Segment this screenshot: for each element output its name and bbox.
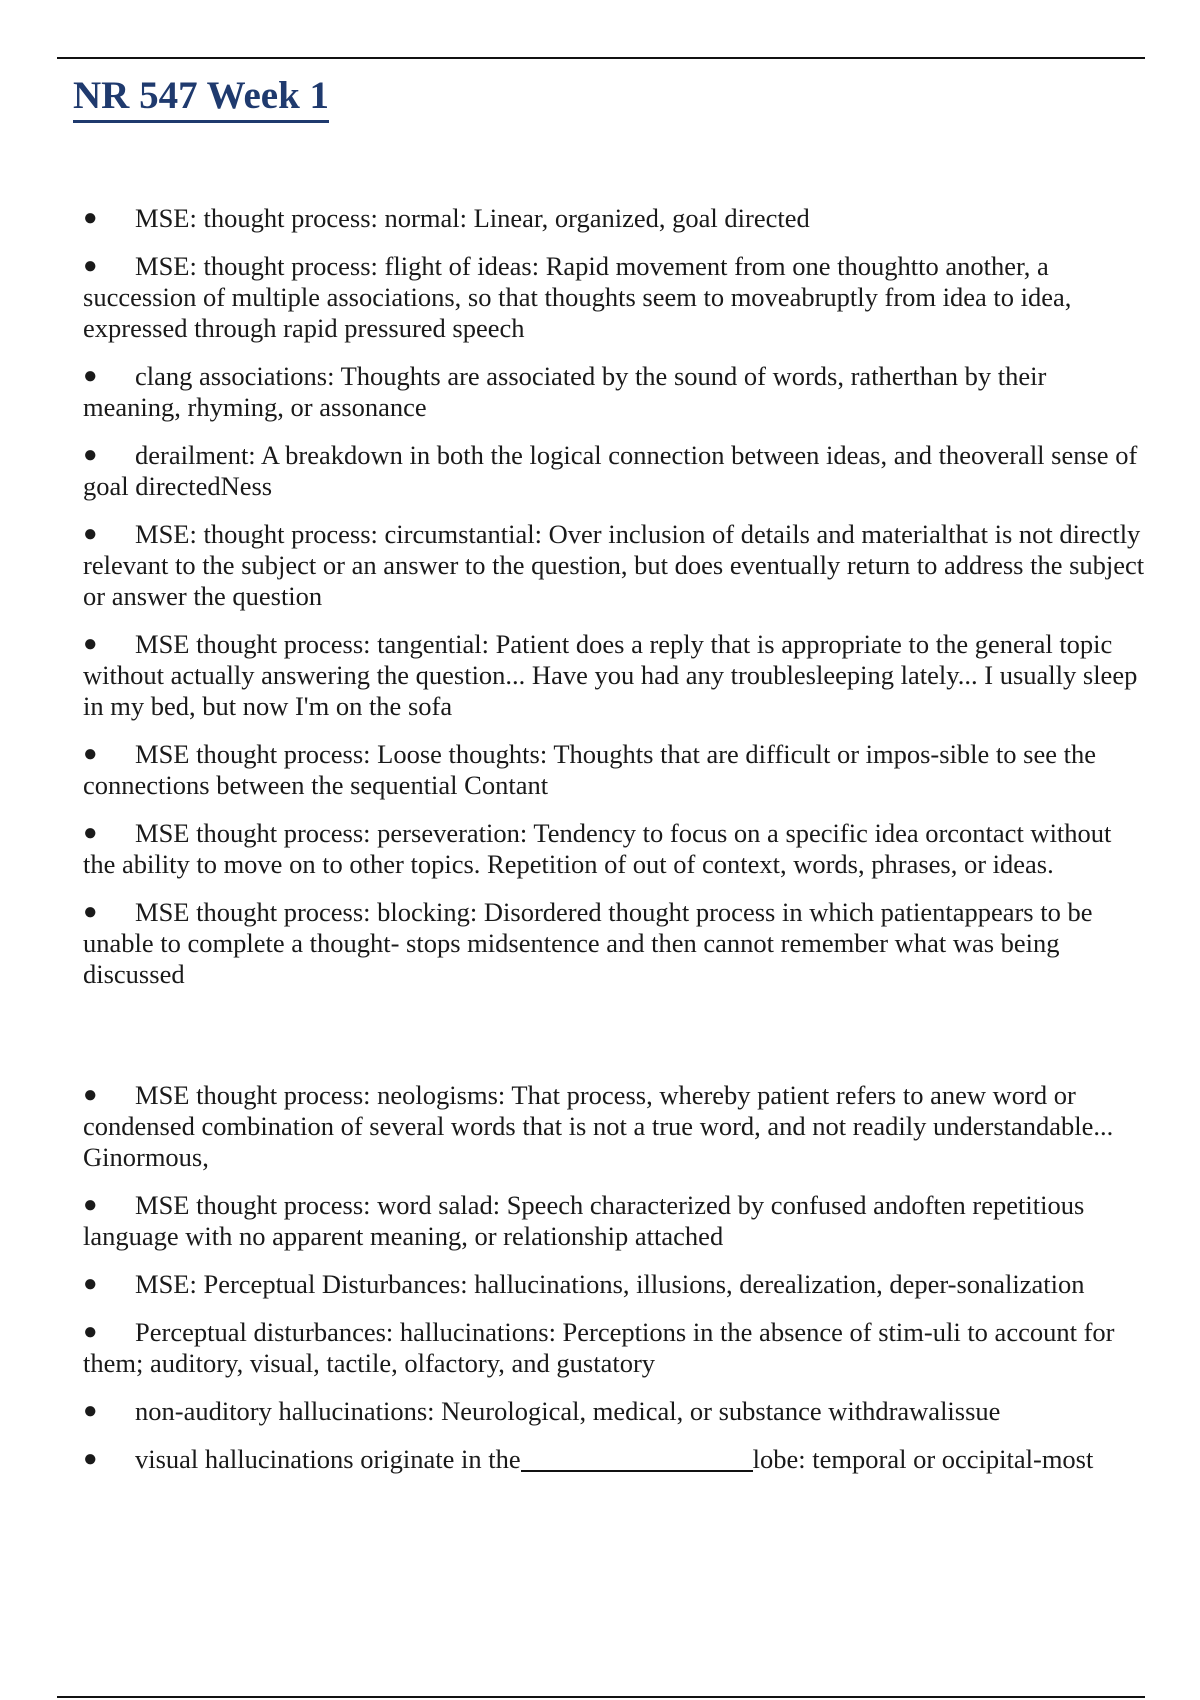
list-item [83, 519, 1148, 612]
bullet-icon: ● [83, 1271, 98, 1297]
bullet-icon: ● [83, 1319, 98, 1345]
item-text: Perceptual disturbances: hallucinations: Perceptions in the absence of stim-uli to account for them; auditory, visual, tactile, olfactory, and gustatory [83, 1317, 1115, 1378]
page-title: NR 547 Week 1 [73, 72, 329, 123]
list-item [83, 1269, 1148, 1300]
item-text: MSE thought process: perseveration: Tendency to focus on a specific idea orcontact without the ability to move on to other topics. Repetition of out of context, words, phrases, or ideas. [83, 818, 1112, 879]
item-text: clang associations: Thoughts are associated by the sound of words, ratherthan by their meaning, rhyming, or assonance [83, 361, 1047, 422]
item-text: MSE thought process: blocking: Disordered thought process in which patientappears to be unable to complete a thought- stops midsentence and then cannot remember what was being discussed [83, 897, 1093, 989]
item-text: MSE thought process: Loose thoughts: Thoughts that are difficult or impos-sible to see the connections between the sequential Contant [83, 739, 1097, 800]
list-item [83, 251, 1148, 344]
item-text: non-auditory hallucinations: Neurological, medical, or substance withdrawalissue [135, 1396, 1001, 1426]
list-item [83, 1396, 1148, 1427]
bullet-icon: ● [83, 820, 98, 846]
bullet-icon: ● [83, 363, 98, 389]
bullet-icon: ● [83, 205, 98, 231]
list-item [83, 203, 1148, 234]
top-rule [57, 57, 1145, 59]
list-item-fill-blank [83, 1444, 1148, 1475]
bullet-icon: ● [83, 253, 98, 279]
bullet-list [83, 203, 1148, 1492]
list-item [83, 629, 1148, 722]
item-text: MSE: thought process: normal: Linear, organized, goal directed [135, 203, 810, 233]
list-item [83, 739, 1148, 801]
bullet-icon: ● [83, 1192, 98, 1218]
item-text-after-blank: lobe: temporal or occipital-most [752, 1444, 1094, 1474]
item-text: MSE: thought process: circumstantial: Over inclusion of details and materialthat is not directly relevant to the subject or an answer to the question, but does eventually return to address the subject or answer the question [83, 519, 1145, 611]
bullet-icon: ● [83, 899, 98, 925]
item-text: derailment: A breakdown in both the logical connection between ideas, and theoverall sense of goal directedNess [83, 440, 1138, 501]
item-text: MSE: thought process: flight of ideas: Rapid movement from one thoughtto another, a succession of multiple associations, so that thoughts seem to moveabruptly from idea to idea, expressed through rapid pressured speech [83, 251, 1072, 343]
list-item [83, 440, 1148, 502]
list-item [83, 1080, 1148, 1173]
bottom-rule [57, 1696, 1145, 1698]
bullet-icon: ● [83, 741, 98, 767]
list-item [83, 361, 1148, 423]
bullet-icon: ● [83, 442, 98, 468]
bullet-icon: ● [83, 1082, 98, 1108]
bullet-icon: ● [83, 631, 98, 657]
bullet-icon: ● [83, 1398, 98, 1424]
item-text: MSE thought process: tangential: Patient does a reply that is appropriate to the general topic without actually answering the question... Have you had any troublesleeping lately... I usually sleep in my bed, but now I'm on the sofa [83, 629, 1138, 721]
item-text: MSE thought process: word salad: Speech characterized by confused andoften repetitious language with no apparent meaning, or relationship attached [83, 1190, 1085, 1251]
item-text: MSE thought process: neologisms: That process, whereby patient refers to anew word or condensed combination of several words that is not a true word, and not readily understandable... Ginormous, [83, 1080, 1114, 1172]
list-item [83, 897, 1148, 990]
bullet-icon: ● [83, 1446, 98, 1472]
bullet-icon: ● [83, 521, 98, 547]
list-item [83, 1190, 1148, 1252]
item-text: MSE: Perceptual Disturbances: hallucinations, illusions, derealization, deper-sonalization [135, 1269, 1085, 1299]
list-item [83, 818, 1148, 880]
item-text-before-blank: visual hallucinations originate in the [135, 1444, 521, 1474]
fill-in-blank-line [521, 1448, 753, 1472]
list-item [83, 1317, 1148, 1379]
